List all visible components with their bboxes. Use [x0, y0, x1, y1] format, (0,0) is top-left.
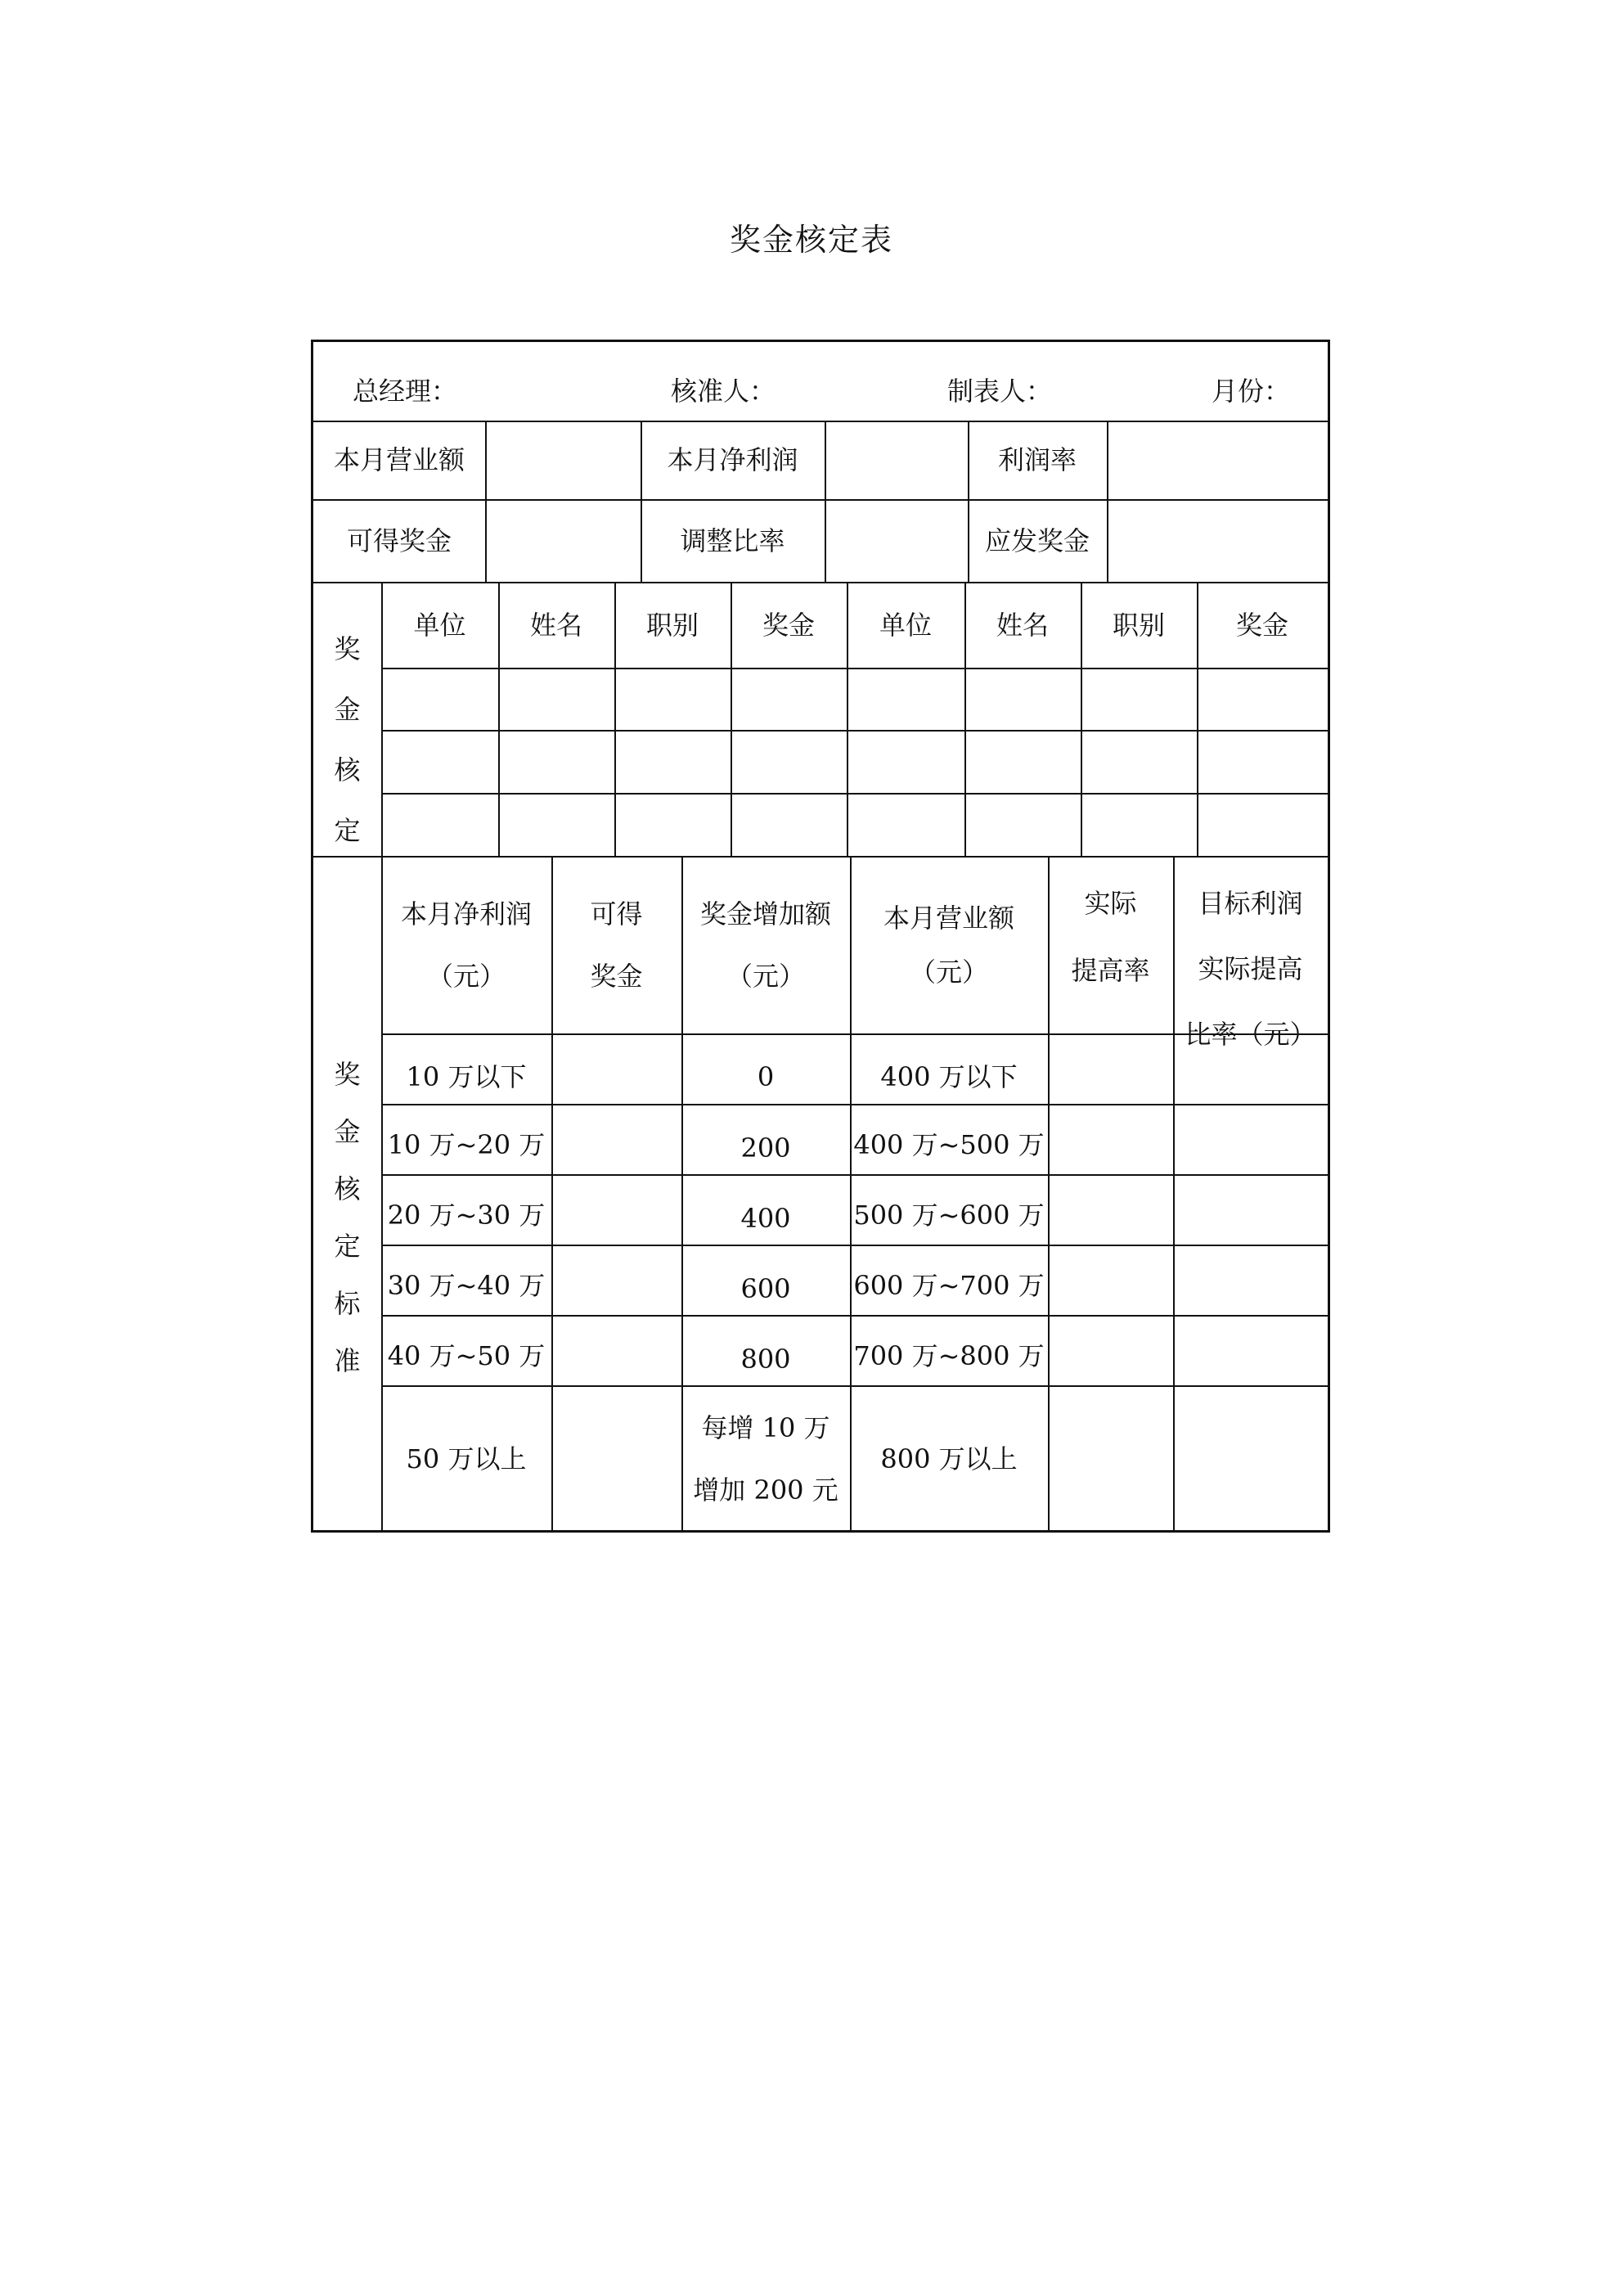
col-bonus-1: 奖金: [762, 609, 815, 641]
adjust-ratio-field[interactable]: [825, 499, 968, 582]
preparer-label: 制表人：: [947, 376, 1053, 407]
row-4-profit: 30 万~40 万: [387, 1270, 546, 1301]
header-bonus-increase: 奖金增加额 （元）: [699, 898, 831, 992]
row-3-increase: 400: [740, 1203, 791, 1234]
page-title: 奖金核定表: [729, 222, 893, 258]
profit-rate-field[interactable]: [1107, 421, 1328, 499]
adjust-ratio-label: 调整比率: [680, 524, 785, 556]
row-1-revenue: 400 万以下: [880, 1061, 1018, 1092]
bonus-form-table: [311, 340, 1330, 1533]
payable-bonus-label: 应发奖金: [984, 524, 1090, 556]
header-net-profit: 本月净利润 （元）: [400, 898, 532, 992]
row-1-profit: 10 万以下: [406, 1061, 527, 1092]
monthly-revenue-label: 本月营业额: [333, 444, 465, 475]
row-6-profit: 50 万以上: [406, 1443, 527, 1474]
row-2-revenue: 400 万~500 万: [853, 1129, 1045, 1160]
obtainable-bonus-field[interactable]: [485, 499, 641, 582]
row-3-revenue: 500 万~600 万: [853, 1200, 1045, 1231]
row-3-profit: 20 万~30 万: [387, 1200, 546, 1231]
monthly-revenue-field[interactable]: [485, 421, 641, 499]
payable-bonus-field[interactable]: [1107, 499, 1328, 582]
row-6-revenue: 800 万以上: [880, 1443, 1018, 1474]
monthly-net-profit-field[interactable]: [825, 421, 968, 499]
col-unit-1: 单位: [413, 609, 466, 641]
col-bonus-2: 奖金: [1235, 609, 1288, 641]
col-title-1: 职别: [645, 609, 699, 641]
header-actual-rate: 实际 提高率: [1071, 888, 1150, 986]
col-unit-2: 单位: [879, 609, 932, 641]
row-5-profit: 40 万~50 万: [387, 1340, 546, 1371]
col-name-2: 姓名: [996, 609, 1049, 641]
row-4-revenue: 600 万~700 万: [853, 1270, 1045, 1301]
row-1-increase: 0: [757, 1061, 775, 1092]
row-2-increase: 200: [740, 1132, 791, 1164]
approver-label: 核准人：: [671, 376, 776, 407]
row-2-profit: 10 万~20 万: [387, 1129, 546, 1160]
header-obtainable-bonus: 可得 奖金: [590, 898, 643, 992]
row-5-increase: 800: [740, 1344, 791, 1375]
row-4-increase: 600: [740, 1273, 791, 1304]
profit-rate-label: 利润率: [997, 444, 1077, 475]
col-name-1: 姓名: [529, 609, 582, 641]
row-5-revenue: 700 万~800 万: [853, 1340, 1045, 1371]
bonus-section-side-label: 奖 金 核 定: [334, 633, 361, 846]
header-revenue: 本月营业额 （元）: [883, 902, 1014, 988]
obtainable-bonus-label: 可得奖金: [346, 524, 452, 556]
general-manager-label: 总经理：: [353, 376, 458, 407]
standard-section-side-label: 奖 金 核 定 标 准: [334, 1059, 361, 1376]
row-6-increase: 每增 10 万 增加 200 元: [693, 1412, 838, 1506]
col-title-2: 职别: [1112, 609, 1165, 641]
monthly-net-profit-label: 本月净利润: [667, 444, 798, 475]
header-target-profit: 目标利润 实际提高 比率（元）: [1185, 888, 1316, 1050]
month-label: 月份：: [1212, 376, 1291, 407]
